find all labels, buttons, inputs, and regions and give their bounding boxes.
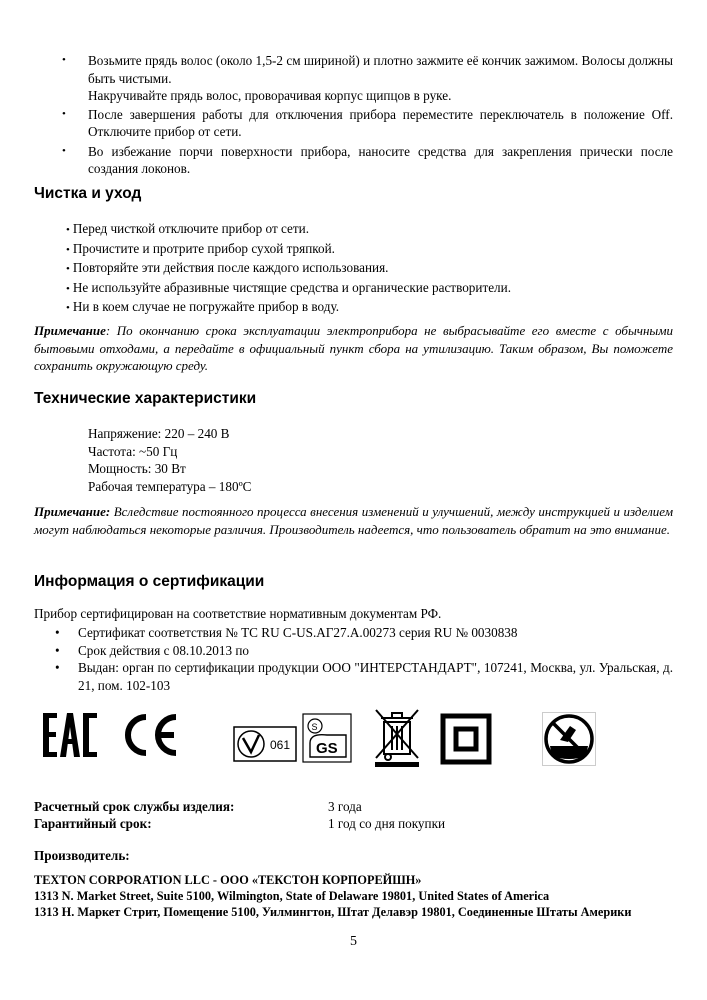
weee-bin-icon bbox=[372, 706, 422, 768]
svg-text:GS: GS bbox=[316, 740, 338, 757]
care-heading: Чистка и уход bbox=[34, 185, 142, 202]
usage-list bbox=[62, 52, 673, 180]
note-text: Вследствие постоянного процесса внесения изменений и улучшений, между инструкцией и изделием могут наблюдаться некоторые различия. Производитель надеется, что пользователь обратит на это внимание. bbox=[34, 504, 673, 537]
care-item: • Перед чисткой отключите прибор от сети. bbox=[66, 221, 309, 236]
usage-item-text: После завершения работы для отключения прибора переместите переключатель в положение Off. Отключите прибор от сети. bbox=[88, 106, 673, 139]
note-text: : По окончанию срока эксплуатации электроприбора не выбрасывайте его вместе с обычными бытовыми отходами, а передайте в официальный пункт сбора на утилизацию. Таким образом, Вы поможете сохранить окружающую среду. bbox=[34, 323, 673, 373]
cert-intro: Прибор сертифицирован на соответствие нормативным документам РФ. bbox=[34, 606, 442, 621]
cert-heading: Информация о сертификации bbox=[34, 573, 265, 590]
cert-list bbox=[55, 624, 673, 694]
note-label: Примечание bbox=[34, 323, 106, 338]
spec-voltage: Напряжение: 220 – 240 В bbox=[88, 426, 230, 441]
no-water-icon bbox=[542, 712, 596, 766]
usage-item-text: Возьмите прядь волос (около 1,5-2 см шириной) и плотно зажмите её кончик зажимом. Волосы должны быть чистыми. bbox=[88, 53, 673, 86]
changes-note bbox=[34, 503, 673, 538]
note-label: Примечание: bbox=[34, 504, 111, 519]
cert-item: • Выдан: орган по сертификации продукции ООО "ИНТЕРСТАНДАРТ", 107241, Москва, ул. Уральская, д. 21, пом. 102-103 bbox=[55, 660, 673, 693]
bullet: • bbox=[62, 54, 66, 66]
cert-item: • Срок действия с 08.10.2013 по bbox=[55, 642, 250, 658]
bullet: • bbox=[62, 107, 66, 120]
gs-mark-icon bbox=[302, 713, 352, 763]
ce-mark-icon bbox=[118, 711, 180, 759]
care-item: • Прочистите и протрите прибор сухой тряпкой. bbox=[66, 240, 335, 256]
certification-mark-icon bbox=[233, 726, 297, 762]
manufacturer-line: 1313 Н. Маркет Стрит, Помещение 5100, Уилмингтон, Штат Делавэр 19801, Соединенные Штаты Америки bbox=[34, 905, 632, 919]
double-insulation-icon bbox=[440, 713, 492, 765]
service-life-label: Расчетный срок службы изделия: bbox=[34, 799, 235, 814]
warranty-label: Гарантийный срок: bbox=[34, 816, 152, 831]
usage-item-extra: Накручивайте прядь волос, проворачивая корпус щипцов в руке. bbox=[88, 88, 452, 103]
page-number: 5 bbox=[350, 934, 357, 949]
spec-power: Мощность: 30 Вт bbox=[88, 461, 186, 476]
svg-text:S: S bbox=[311, 722, 318, 732]
usage-item bbox=[62, 143, 673, 178]
spec-temperature: Рабочая температура – 180ºС bbox=[88, 478, 252, 494]
service-life-value: 3 года bbox=[328, 799, 362, 814]
bullet: • bbox=[62, 144, 66, 157]
spec-frequency: Частота: ~50 Гц bbox=[88, 443, 178, 459]
usage-item bbox=[62, 52, 673, 105]
warranty-value: 1 год со дня покупки bbox=[328, 816, 446, 831]
specs-heading: Технические характеристики bbox=[34, 390, 257, 407]
manufacturer-line: 1313 N. Market Street, Suite 5100, Wilmington, State of Delaware 19801, United States of America bbox=[34, 889, 550, 903]
care-item: • Ни в коем случае не погружайте прибор в воду. bbox=[66, 299, 340, 315]
manufacturer-label: Производитель: bbox=[34, 848, 130, 863]
eac-mark-icon bbox=[40, 709, 100, 761]
manufacturer-line: TEXTON CORPORATION LLC - ООО «ТЕКСТОН КОРПОРЕЙШН» bbox=[34, 873, 422, 887]
care-item: • Повторяйте эти действия после каждого использования. bbox=[66, 260, 389, 276]
care-item: • Не используйте абразивные чистящие средства и органические растворители. bbox=[66, 279, 511, 295]
disposal-note bbox=[34, 322, 673, 375]
usage-item-text: Во избежание порчи поверхности прибора, наносите средства для закрепления прически после создания локонов. bbox=[88, 143, 673, 176]
specs-list bbox=[88, 425, 251, 495]
svg-text:061: 061 bbox=[270, 738, 291, 752]
usage-item bbox=[62, 106, 673, 141]
care-list bbox=[66, 220, 511, 318]
cert-item: • Сертификат соответствия № ТС RU C-US.АГ27.А.00273 серия RU № 0030838 bbox=[55, 625, 518, 640]
